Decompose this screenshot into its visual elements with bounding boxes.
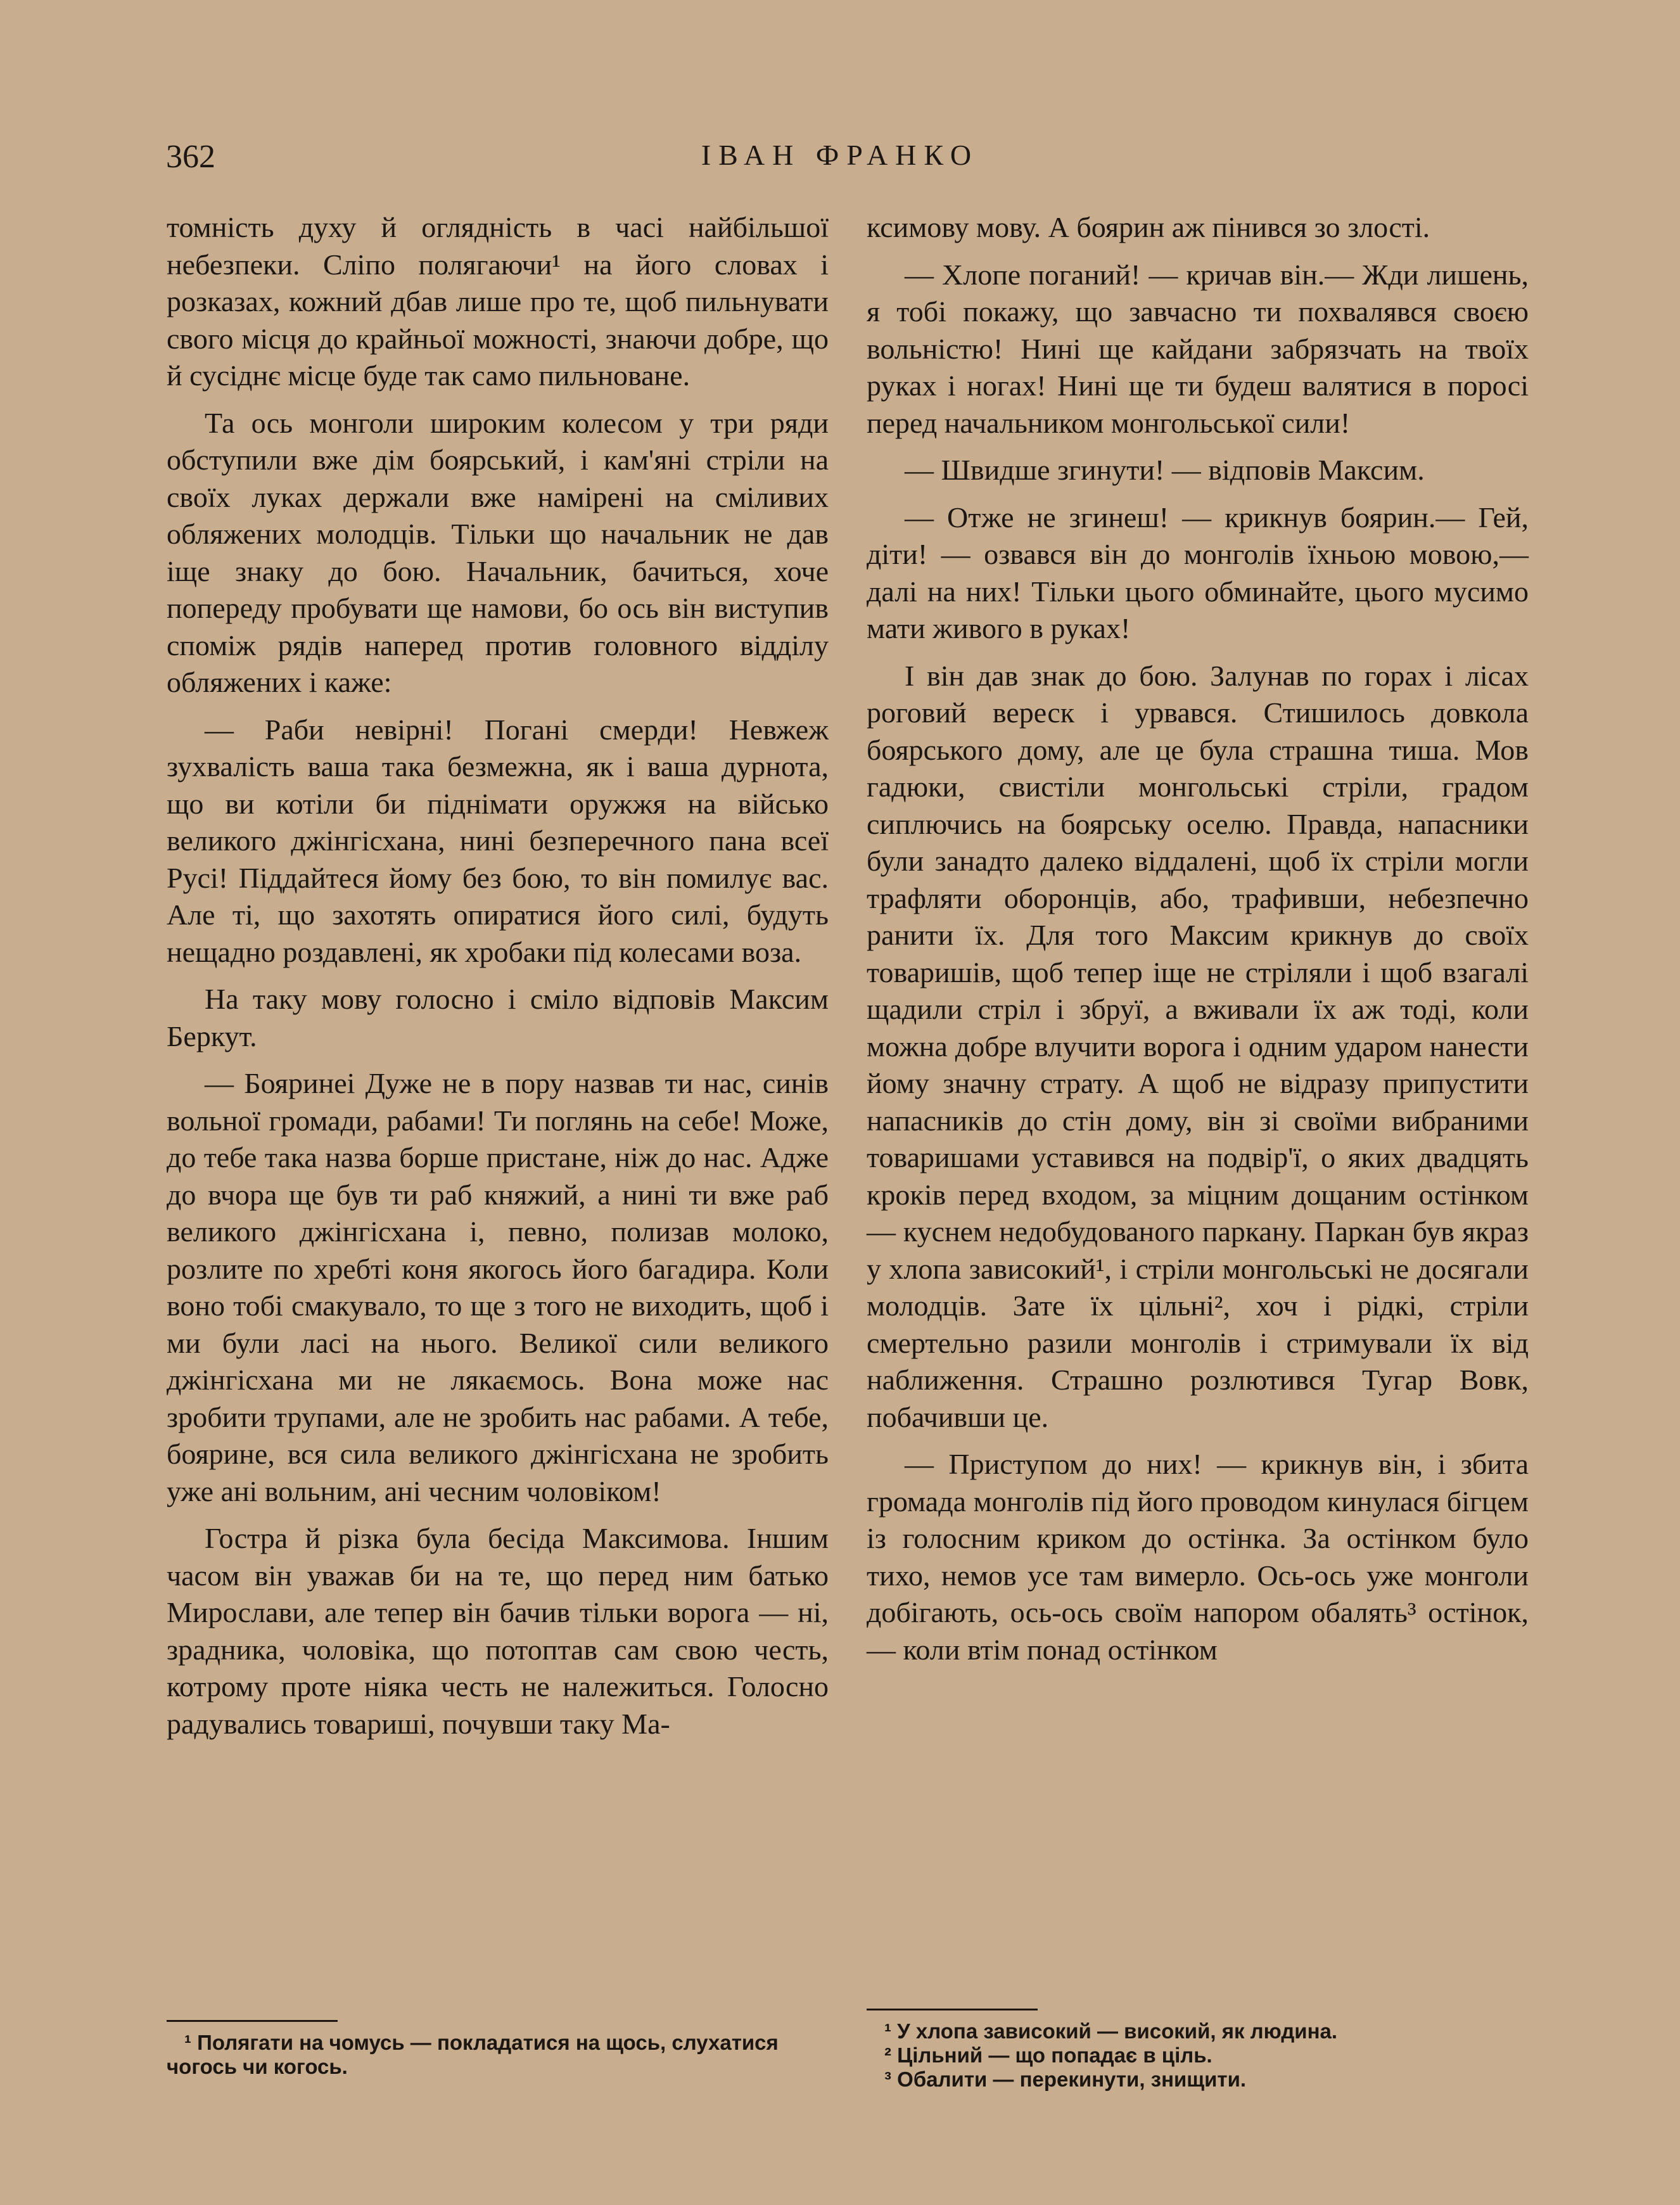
paragraph: Та ось монголи широким колесом у три ряди обступили вже дім боярський, і кам'яні стріли на своїх луках держали вже намірені на сміливих обляжених молодців. Тільки що начальник не дав іще знаку до бою. Начальник, бачиться, хоче попереду пробувати ще намови, бо ось він виступив споміж рядів наперед против головного відділу обляжених і каже: xyxy=(167,406,829,698)
footnote-rule xyxy=(167,2020,338,2022)
paragraph: ксимову мову. А боярин аж пінився зо злості. xyxy=(867,211,1430,243)
footnotes-right xyxy=(867,2009,1529,2092)
paragraph: — Бояринеі Дуже не в пору назвав ти нас, синів вольної громади, рабами! Ти поглянь на себе! Може, до тебе така назва борше пристане, ніж до нас. Адже до вчора ще був ти раб княжий, а нині ти вже раб великого джінгісхана і, певно, полизав молоко, розлите по хребті коня якогось його багадира. Коли воно тобі смакувало, то ще з того не виходить, щоб і ми були ласі на нього. Великої сили великого джінгісхана ми не лякаємось. Вона може нас зробити трупами, але не зробить нас рабами. А тебе, бояринe, вся сила великого джінгісхана не зробить уже ані вольним, ані чесним чоловіком! xyxy=(167,1067,829,1507)
left-column xyxy=(167,209,829,1753)
page-number: 362 xyxy=(166,139,215,175)
right-column xyxy=(867,209,1529,1678)
footnote: ³ Обалити — перекинути, знищити. xyxy=(884,2068,1247,2091)
paragraph: — Приступом до них! — крикнув він, і збита громада монголів під його проводом кинулася бігцем із голосним криком до остінка. За остінком було тихо, немов усе там вимерло. Ось-ось уже монголи добігають, ось-ось своїм напором обалять³ остінок,— коли втім понад остінком xyxy=(867,1448,1529,1666)
paragraph: томність духу й оглядність в часі найбільшої небезпеки. Сліпо полягаючи¹ на його словах і розказах, кожний дбав лише про те, щоб пильнувати свого місця до крайньої можності, знаючи добре, що й сусіднє місце буде так само пильноване. xyxy=(167,211,829,392)
paragraph: — Отже не згинеш! — крикнув боярин.— Гей, діти! — озвався він до монголів їхньою мовою,— далі на них! Тільки цього обминайте, цього мусимо мати живого в руках! xyxy=(867,501,1529,644)
paragraph: — Швидше згинути! — відповів Максим. xyxy=(905,454,1425,486)
footnote: ² Цільний — що попадає в ціль. xyxy=(884,2043,1212,2067)
footnote: ¹ У хлопа зависокий — високий, як людина. xyxy=(884,2019,1338,2043)
footnote-rule xyxy=(867,2009,1038,2010)
paragraph: — Раби невірні! Погані смерди! Невжеж зухвалість ваша така безмежна, як і ваша дурнота, що ви котіли би піднімати оружжя на військо великого джінгісхана, нині безперечного пана всеї Русі! Піддайтеся йому без бою, то він помилує вас. Але ті, що захотять опиратися його силі, будуть нещадно роздавлені, як хробаки під колесами воза. xyxy=(167,713,829,968)
paragraph: На таку мову голосно і сміло відповів Максим Беркут. xyxy=(167,983,829,1052)
footnote: ¹ Полягати на чомусь — покладатися на щось, слухатися чогось чи когось. xyxy=(167,2031,779,2078)
footnotes-left xyxy=(167,2020,829,2079)
running-title: ІВАН ФРАНКО xyxy=(701,139,979,171)
paragraph: Гостра й різка була бесіда Максимова. Іншим часом він уважав би на те, що перед ним батько Мирослави, але тепер він бачив тільки ворога — ні, зрадника, чоловіка, що потоптав сам свою честь, котрому проте ніяка честь не належиться. Голосно радувались товариші, почувши таку Ма- xyxy=(167,1522,829,1740)
paragraph: І він дав знак до бою. Залунав по горах і лісах роговий вереск і урвався. Стишилось довкола боярського дому, але це була страшна тиша. Мов гадюки, свистіли монгольські стріли, градом сиплючись на боярську оселю. Правда, напасники були занадто далеко віддалені, щоб їх стріли могли трафляти оборонців, або, трафивши, небезпечно ранити їх. Для того Максим крикнув до своїх товаришів, щоб тепер іще не стріляли і щоб взагалі щадили стріл і збруї, а вживали їх аж тоді, коли можна добре влучити ворога і одним ударом нанести йому значну страту. А щоб не відразу припустити напасників до стін дому, він зі своїми вибраними товаришами уставився на подвір'ї, о яких двадцять кроків перед входом, за міцним дощаним остінком — куснем недобудованого паркану. Паркан був якраз у хлопа зависокий¹, і стріли монгольські не досягали молодців. Зате їх цільні², хоч і рідкі, стріли смертельно разили монголів і стримували їх від наближення. Страшно розлютився Тугар Вовк, побачивши це. xyxy=(867,659,1529,1433)
page-header xyxy=(166,138,1514,182)
paragraph: — Хлопе поганий! — кричав він.— Жди лишень, я тобі покажу, що завчасно ти похвалявся своєю вольністю! Нині ще кайдани забрязчать на твоїх руках і ногах! Нині ще ти будеш валятися в поросі перед начальником монгольської сили! xyxy=(867,258,1529,439)
